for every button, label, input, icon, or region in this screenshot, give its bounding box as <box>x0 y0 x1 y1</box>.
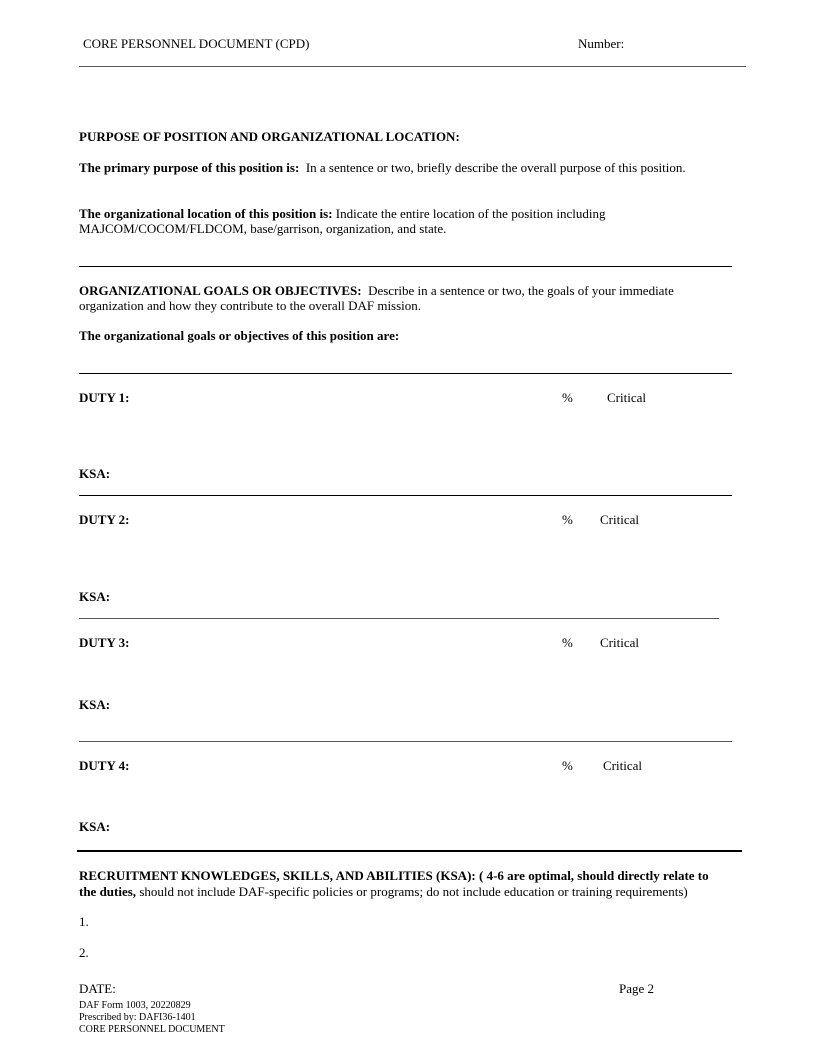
recruitment-bold-1: ( 4-6 are optimal, should directly relate to <box>478 868 709 883</box>
location-text-1: Indicate the entire location of the position including <box>335 206 606 221</box>
recruitment-item-1: 1. <box>79 914 89 929</box>
duty-2-ksa: KSA: <box>79 589 111 604</box>
organizational-location <box>79 206 605 236</box>
recruitment-item-2: 2. <box>79 945 89 960</box>
purpose-divider <box>79 266 732 267</box>
duty-3-critical: Critical <box>600 635 639 650</box>
location-text-2: MAJCOM/COCOM/FLDCOM, base/garrison, organization, and state. <box>79 221 447 236</box>
goals-block <box>79 283 674 313</box>
number-label: Number: <box>578 36 625 51</box>
goals-text-1: Describe in a sentence or two, the goals of your immediate <box>368 283 674 298</box>
recruitment-heading: RECRUITMENT KNOWLEDGES, SKILLS, AND ABILITIES (KSA): <box>79 868 476 883</box>
goals-heading: ORGANIZATIONAL GOALS OR OBJECTIVES: <box>79 283 362 298</box>
goals-sub-label: The organizational goals or objectives of this position are: <box>79 328 400 343</box>
header-divider <box>79 66 746 67</box>
date-label: DATE: <box>79 981 116 996</box>
duty-4-label: DUTY 4: <box>79 758 130 773</box>
duty-1-ksa: KSA: <box>79 466 111 481</box>
duty-1-label: DUTY 1: <box>79 390 130 405</box>
page-number: Page 2 <box>619 981 655 996</box>
recruitment-bold-2: the duties, <box>79 884 137 899</box>
footer-doc-name: CORE PERSONNEL DOCUMENT <box>79 1024 225 1035</box>
location-label: The organizational location of this position is: <box>79 206 333 221</box>
goals-divider <box>79 373 732 374</box>
duty-2-percent: % <box>562 512 573 527</box>
prescribed-by: Prescribed by: DAFI36-1401 <box>79 1012 196 1023</box>
duty-3-percent: % <box>562 635 573 650</box>
duty-2-critical: Critical <box>600 512 639 527</box>
duty-4-percent: % <box>562 758 573 773</box>
form-id: DAF Form 1003, 20220829 <box>79 1000 191 1011</box>
duty-1-percent: % <box>562 390 573 405</box>
duty-3-ksa: KSA: <box>79 697 111 712</box>
goals-text-2: organization and how they contribute to the overall DAF mission. <box>79 298 422 313</box>
duty-1-critical: Critical <box>607 390 646 405</box>
duty-3-divider <box>79 741 732 742</box>
primary-purpose-text: In a sentence or two, briefly describe the overall purpose of this position. <box>305 160 686 175</box>
purpose-heading: PURPOSE OF POSITION AND ORGANIZATIONAL LOCATION: <box>79 129 460 144</box>
duty-4-divider <box>77 850 742 852</box>
duty-2-label: DUTY 2: <box>79 512 130 527</box>
document-title: CORE PERSONNEL DOCUMENT (CPD) <box>83 36 310 51</box>
duty-2-divider <box>79 618 719 619</box>
primary-purpose <box>79 160 686 176</box>
recruitment-text: should not include DAF-specific policies or programs; do not include education or training requirements) <box>139 884 688 899</box>
duty-1-divider <box>79 495 732 496</box>
duty-3-label: DUTY 3: <box>79 635 130 650</box>
duty-4-ksa: KSA: <box>79 819 111 834</box>
primary-purpose-label: The primary purpose of this position is: <box>79 160 300 175</box>
recruitment-block <box>79 868 709 900</box>
duty-4-critical: Critical <box>603 758 642 773</box>
